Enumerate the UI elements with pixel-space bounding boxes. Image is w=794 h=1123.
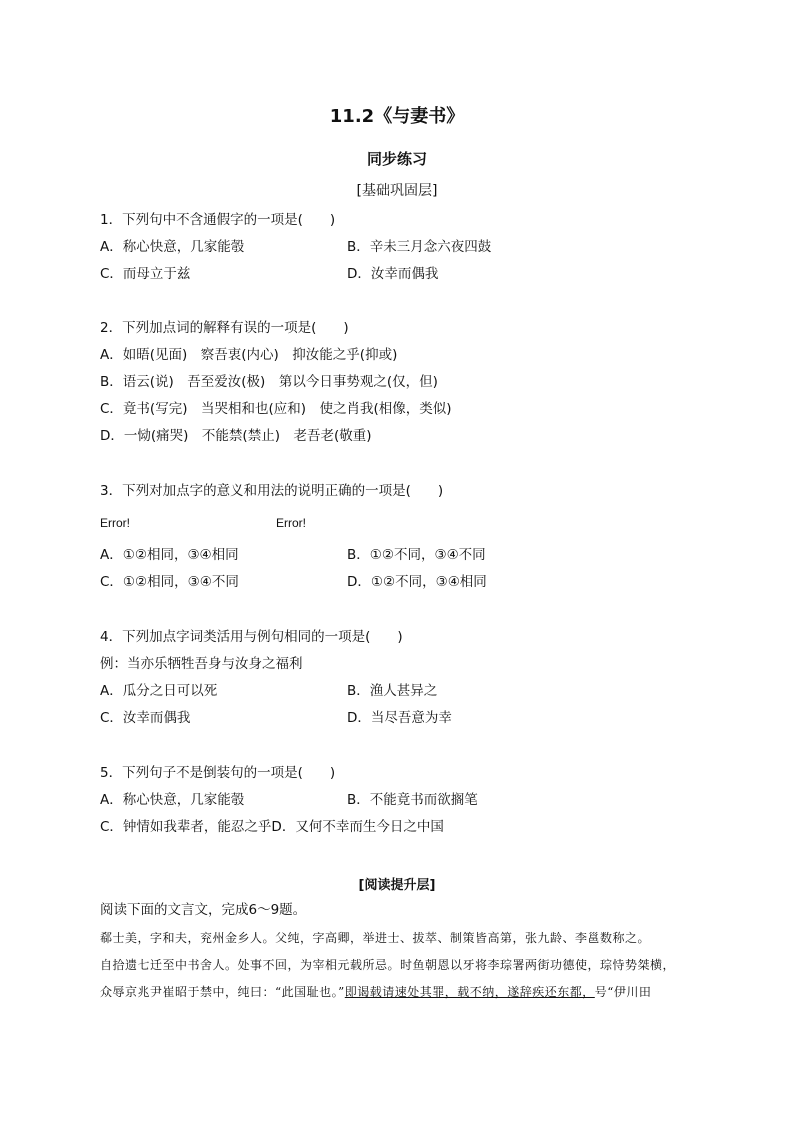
q1-option-c: C．而母立于兹	[100, 266, 191, 282]
q1-stem: 1．下列句中不含通假字的一项是( )	[100, 212, 336, 228]
q5-option-b: B．不能竟书而欲搁笔	[347, 792, 478, 808]
q5-option-cd: C．钟情如我辈者，能忍之乎D．又何不幸而生今日之中国	[100, 819, 444, 835]
reading-line-3-part-c: 号“伊川田	[594, 985, 652, 999]
q2-option-c: C．竟书(写完) 当哭相和也(应和) 使之肖我(相像，类似)	[100, 401, 452, 417]
q4-option-c: C．汝幸而偶我	[100, 710, 191, 726]
q4-stem: 4．下列加点字词类活用与例句相同的一项是( )	[100, 629, 403, 645]
q4-example: 例：当亦乐牺牲吾身与汝身之福利	[100, 656, 303, 672]
q5-option-a: A．称心快意，几家能彀	[100, 792, 245, 808]
q4-option-d: D．当尽吾意为幸	[347, 710, 452, 726]
reading-intro: 阅读下面的文言文，完成6～9题。	[100, 902, 307, 918]
q1-option-b: B．辛未三月念六夜四鼓	[347, 239, 492, 255]
reading-line-3-part-a: 众辱京兆尹崔昭于禁中，纯曰：“此国耻也。”	[100, 985, 345, 999]
q3-option-b: B．①②不同，③④不同	[347, 547, 486, 563]
reading-passage-line-1: 郗士美，字和夫，兖州金乡人。父纯，字高卿，举进士、拔萃、制策皆高第，张九龄、李邕数称之。	[100, 931, 651, 945]
section-heading-reading: [阅读提升层]	[358, 878, 436, 893]
q3-option-d: D．①②不同，③④相同	[347, 574, 487, 590]
reading-passage-line-2: 自拾遗七迁至中书舍人。处事不回，为宰相元载所忌。时鱼朝恩以牙将李琮署两街功德使，琮恃势桀横，	[100, 958, 676, 972]
reading-passage-line-3	[100, 983, 651, 1001]
reading-underlined-sentence: 即谒载请速处其罪，载不纳，遂辞疾还东都，	[344, 985, 595, 999]
document-subtitle: 同步练习	[366, 150, 427, 168]
q4-option-a: A．瓜分之日可以死	[100, 683, 218, 699]
document-title: 11.2《与妻书》	[329, 106, 465, 127]
q3-option-c: C．①②相同，③④不同	[100, 574, 239, 590]
q3-stem: 3．下列对加点字的意义和用法的说明正确的一项是( )	[100, 483, 444, 499]
q3-option-a: A．①②相同，③④相同	[100, 547, 239, 563]
section-heading-basic: [基础巩固层]	[356, 183, 438, 199]
q2-option-b: B．语云(说) 吾至爱汝(极) 第以今日事势观之(仅，但)	[100, 374, 438, 390]
q2-stem: 2．下列加点词的解释有误的一项是( )	[100, 320, 349, 336]
q2-option-d: D．一恸(痛哭) 不能禁(禁止) 老吾老(敬重)	[100, 428, 372, 444]
q2-option-a: A．如晤(见面) 察吾衷(内心) 抑汝能之乎(抑或)	[100, 347, 398, 363]
q3-error-right: Error!	[276, 516, 306, 530]
q1-option-a: A．称心快意，几家能彀	[100, 239, 245, 255]
q3-error-left: Error!	[100, 516, 130, 530]
q5-stem: 5．下列句子不是倒装句的一项是( )	[100, 765, 336, 781]
q1-option-d: D．汝幸而偶我	[347, 266, 439, 282]
q4-option-b: B．渔人甚异之	[347, 683, 438, 699]
